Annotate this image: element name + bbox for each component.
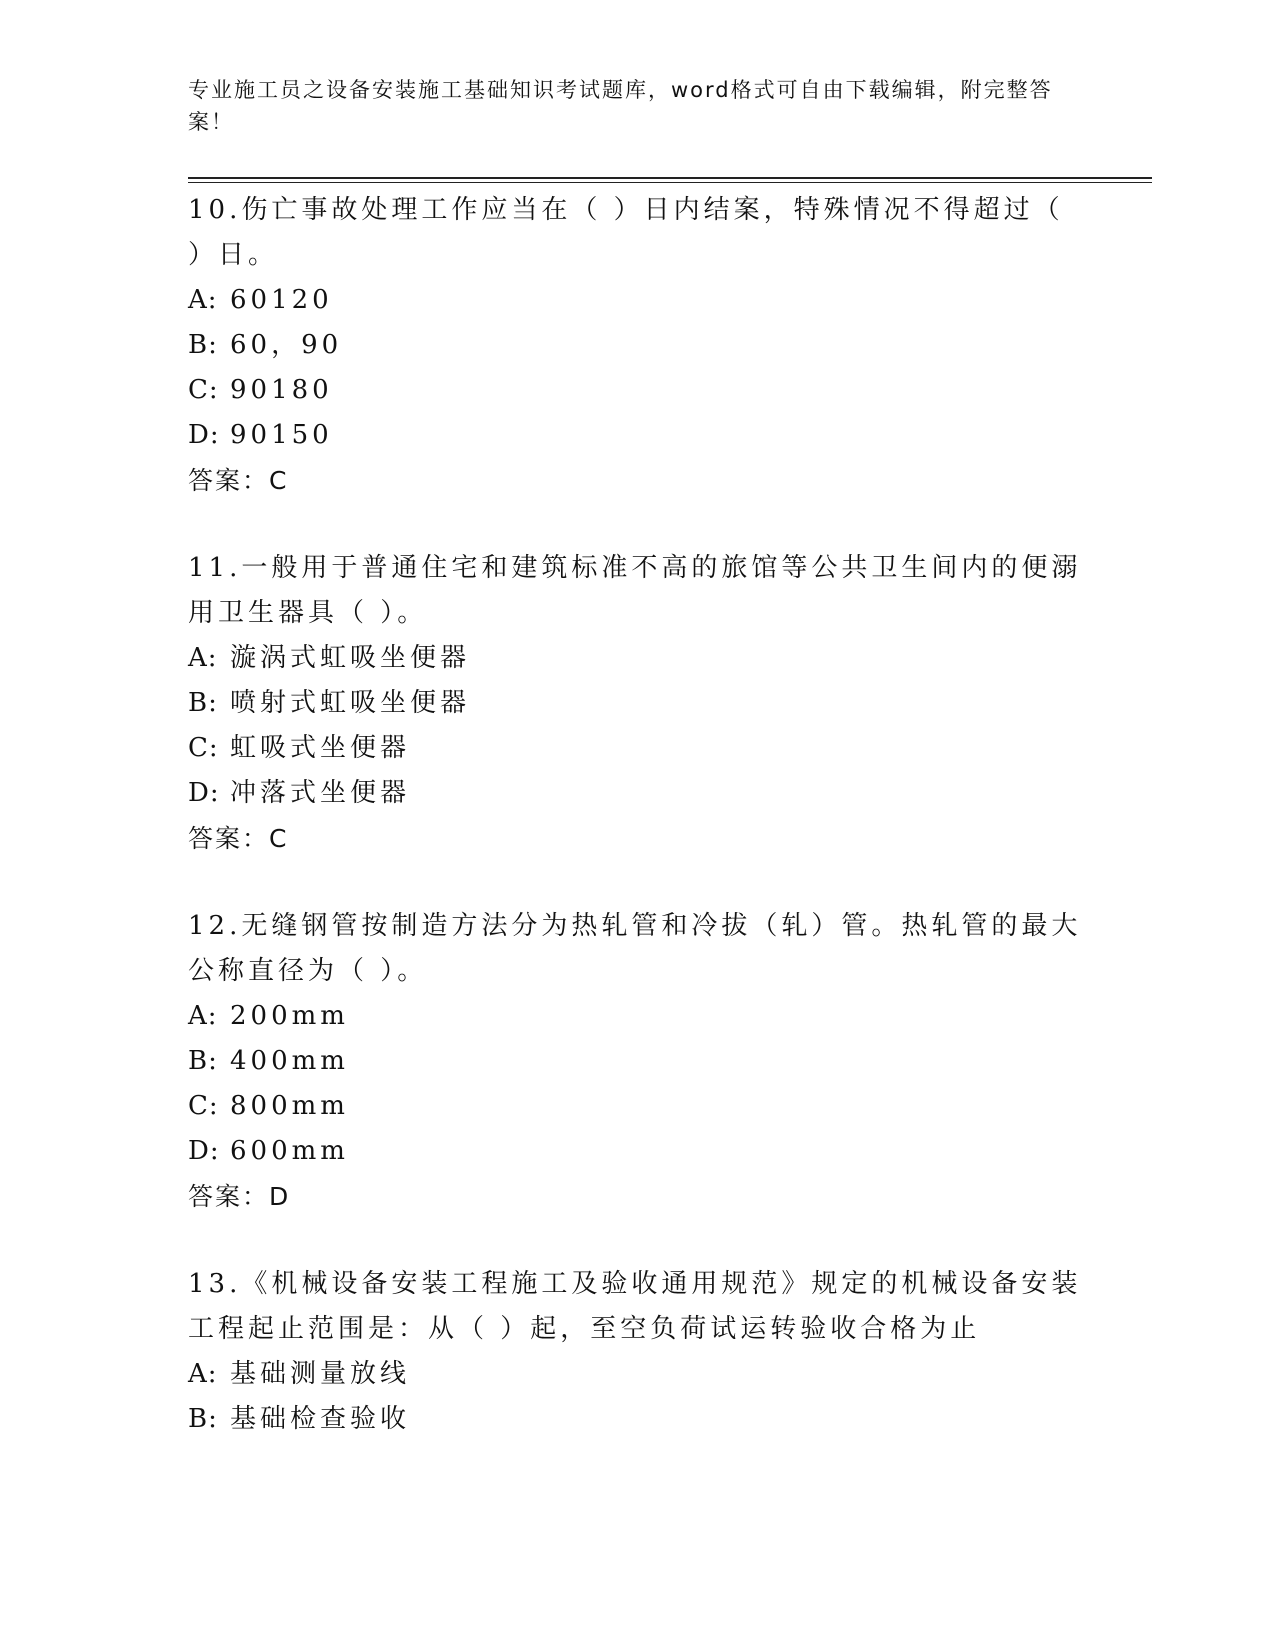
option-text: 虹吸式坐便器 xyxy=(230,733,411,763)
option-text: 90180 xyxy=(230,375,333,405)
option-text: 60120 xyxy=(230,285,333,315)
option-d xyxy=(188,771,1088,816)
option-b xyxy=(188,323,1088,368)
option-a xyxy=(188,1352,1088,1397)
question-stem: 10.伤亡事故处理工作应当在（ ）日内结案，特殊情况不得超过（ ）日。 xyxy=(188,195,1064,270)
option-text: 600mm xyxy=(230,1136,349,1166)
option-text: 800mm xyxy=(230,1091,349,1121)
option-key: C: xyxy=(188,375,219,405)
option-text: 喷射式虹吸坐便器 xyxy=(230,688,471,718)
option-key: B: xyxy=(188,330,218,360)
question-stem: 11.一般用于普通住宅和建筑标准不高的旅馆等公共卫生间内的便溺用卫生器具（ ）。 xyxy=(188,553,1082,628)
question-list xyxy=(188,188,1088,1442)
option-key: D: xyxy=(188,778,220,808)
option-text: 60，90 xyxy=(230,330,343,360)
option-key: A: xyxy=(188,285,218,315)
question-spacer xyxy=(188,503,1088,546)
question-spacer xyxy=(188,861,1088,904)
question-10 xyxy=(188,188,1088,503)
option-key: C: xyxy=(188,1091,219,1121)
option-a xyxy=(188,278,1088,323)
question-stem: 13.《机械设备安装工程施工及验收通用规范》规定的机械设备安装工程起止范围是：从（ ）起，至空负荷试运转验收合格为止 xyxy=(188,1269,1082,1344)
option-key: A: xyxy=(188,1359,218,1389)
question-13 xyxy=(188,1262,1088,1442)
option-text: 400mm xyxy=(230,1046,349,1076)
question-spacer xyxy=(188,1219,1088,1262)
option-text: 200mm xyxy=(230,1001,349,1031)
option-key: B: xyxy=(188,1046,218,1076)
option-b xyxy=(188,681,1088,726)
option-text: 基础测量放线 xyxy=(230,1359,411,1389)
option-text: 90150 xyxy=(230,420,333,450)
option-text: 冲落式坐便器 xyxy=(230,778,411,808)
option-key: A: xyxy=(188,1001,218,1031)
answer-line: 答案：C xyxy=(188,466,289,495)
option-key: B: xyxy=(188,1404,218,1434)
question-12 xyxy=(188,904,1088,1219)
document-intro: 专业施工员之设备安装施工基础知识考试题库，word格式可自由下载编辑，附完整答案！ xyxy=(188,78,1053,134)
question-stem: 12.无缝钢管按制造方法分为热轧管和冷拔（轧）管。热轧管的最大公称直径为（ ）。 xyxy=(188,911,1082,986)
option-key: D: xyxy=(188,1136,220,1166)
question-11 xyxy=(188,546,1088,861)
option-c xyxy=(188,1084,1088,1129)
answer-line: 答案：C xyxy=(188,824,289,853)
option-d xyxy=(188,1129,1088,1174)
option-key: B: xyxy=(188,688,218,718)
option-c xyxy=(188,368,1088,413)
option-d xyxy=(188,413,1088,458)
option-key: A: xyxy=(188,643,218,673)
option-c xyxy=(188,726,1088,771)
option-text: 漩涡式虹吸坐便器 xyxy=(230,643,471,673)
option-b xyxy=(188,1039,1088,1084)
option-a xyxy=(188,994,1088,1039)
answer-line: 答案：D xyxy=(188,1182,291,1211)
option-key: C: xyxy=(188,733,219,763)
option-text: 基础检查验收 xyxy=(230,1404,411,1434)
option-b xyxy=(188,1397,1088,1442)
option-a xyxy=(188,636,1088,681)
option-key: D: xyxy=(188,420,220,450)
header-rule-thick xyxy=(188,177,1152,179)
header-rule-thin xyxy=(188,182,1152,183)
